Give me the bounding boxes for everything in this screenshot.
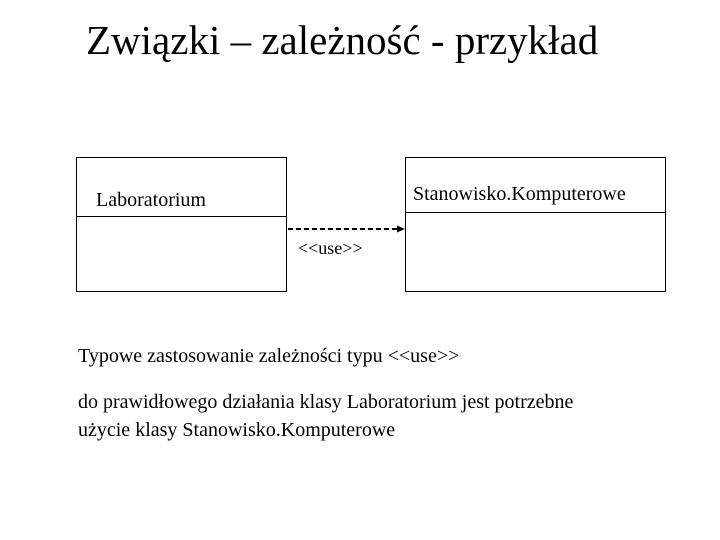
class-divider bbox=[77, 216, 286, 217]
class-name-laboratorium: Laboratorium bbox=[96, 189, 206, 211]
description-line: Typowe zastosowanie zależności typu <<use>> bbox=[78, 345, 460, 367]
class-divider bbox=[406, 212, 665, 213]
class-name-stanowisko-komputerowe: Stanowisko.Komputerowe bbox=[413, 183, 626, 205]
dependency-stereotype-label: <<use>> bbox=[298, 238, 363, 258]
description-line: użycie klasy Stanowisko.Komputerowe bbox=[78, 419, 396, 441]
description-line: do prawidłowego działania klasy Laboratorium jest potrzebne bbox=[78, 391, 574, 413]
class-box-laboratorium bbox=[76, 157, 287, 292]
class-box-stanowisko-komputerowe bbox=[405, 157, 666, 292]
slide-title: Związki – zależność - przykład bbox=[86, 17, 599, 63]
dependency-arrowhead bbox=[397, 226, 405, 233]
